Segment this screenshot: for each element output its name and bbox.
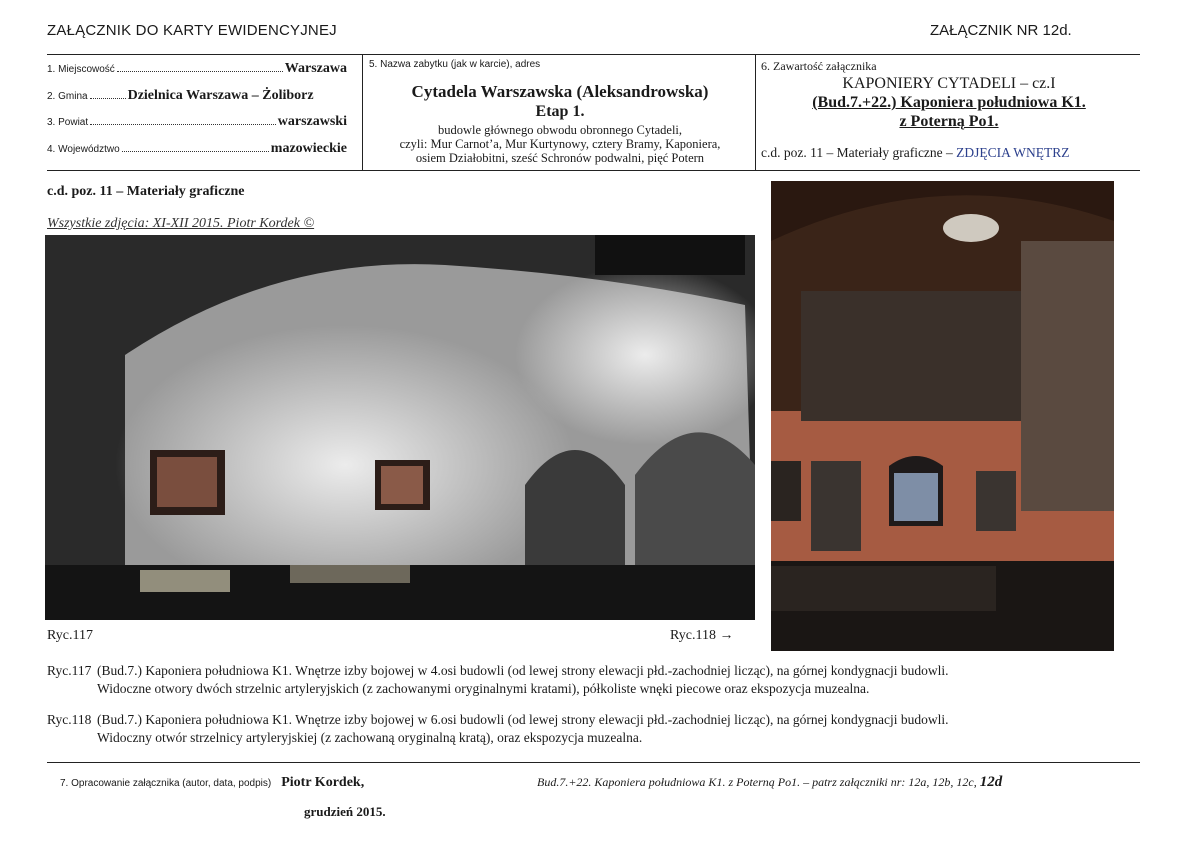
content-footer (758, 145, 1140, 161)
caption-num: Ryc.118 (47, 712, 92, 727)
caption-118 (47, 711, 1147, 747)
attachment-number: ZAŁĄCZNIK NR 12d. (930, 22, 1072, 39)
divider-right (755, 55, 756, 170)
box6-label: 6. Zawartość załącznika (761, 59, 877, 73)
content-footer-prefix: c.d. poz. 11 – Materiały graficzne – (761, 145, 957, 160)
field-wojewodztwo (47, 141, 347, 157)
photo-ryc117-drawing (45, 235, 755, 620)
footer-author: Piotr Kordek, (281, 775, 365, 790)
monument-title: Cytadela Warszawska (Aleksandrowska) (411, 82, 709, 101)
field-label: 4. Województwo (47, 144, 120, 155)
field-powiat (47, 114, 347, 130)
field-gmina (47, 88, 347, 104)
field-label: 3. Powiat (47, 117, 89, 128)
figure-label-118: Ryc.118 → (670, 628, 734, 643)
footer-reference-text: Bud.7.+22. Kaponiera południowa K1. z Poterną Po1. – patrz załączniki nr: 12a, 12b, 12c, (537, 775, 980, 789)
monument-name-box (365, 57, 755, 170)
dotted-leader (122, 142, 269, 152)
attachment-content-box (758, 57, 1140, 170)
dotted-leader (117, 62, 283, 72)
section-heading: c.d. poz. 11 – Materiały graficzne (47, 184, 245, 199)
photo-ryc118-drawing (771, 181, 1114, 651)
divider-left (362, 55, 363, 170)
field-value: Dzielnica Warszawa – Żoliborz (127, 88, 314, 103)
monument-desc-3: osiem Działobitni, sześć Schronów podwalni, pięć Potern (415, 151, 705, 165)
field-label: 2. Gmina (47, 91, 88, 102)
field-miejscowosc (47, 61, 347, 77)
field-value: Warszawa (284, 61, 347, 76)
footer-reference-bold: 12d (979, 774, 1003, 790)
monument-stage: Etap 1. (535, 103, 585, 120)
header-bottom-rule (47, 170, 1140, 171)
content-subtitle-1: (Bud.7.+22.) Kaponiera południowa K1. (812, 94, 1086, 111)
caption-117 (47, 662, 1147, 698)
monument-desc-2: czyli: Mur Carnot’a, Mur Kurtynowy, cztery Bramy, Kaponiera, (399, 137, 721, 151)
content-title: KAPONIERY CYTADELI – cz.I (842, 75, 1056, 92)
dotted-leader (90, 115, 276, 125)
field-value: mazowieckie (270, 141, 347, 156)
content-footer-highlight: ZDJĘCIA WNĘTRZ (956, 145, 1070, 160)
footer-rule (47, 762, 1140, 763)
photo-credit: Wszystkie zdjęcia: XI-XII 2015. Piotr Kordek © (47, 216, 315, 231)
photo-ryc117 (45, 235, 755, 620)
footer-reference (537, 774, 1002, 791)
caption-text-1: (Bud.7.) Kaponiera południowa K1. Wnętrze izby bojowej w 6.osi budowli (od lewej strony elewacji płd.-zachodniej licząc), na górnej kondygnacji budowli. (97, 712, 949, 727)
footer-label: 7. Opracowanie załącznika (autor, data, podpis) (60, 778, 272, 789)
box5-label: 5. Nazwa zabytku (jak w karcie), adres (369, 59, 541, 70)
attachment-header-title: ZAŁĄCZNIK DO KARTY EWIDENCYJNEJ (47, 22, 337, 39)
caption-text-1: (Bud.7.) Kaponiera południowa K1. Wnętrze izby bojowej w 4.osi budowli (od lewej strony elewacji płd.-zachodniej licząc), na górnej kondygnacji budowli. (97, 663, 949, 678)
top-rule (47, 54, 1140, 55)
field-value: warszawski (277, 114, 347, 129)
caption-num: Ryc.117 (47, 663, 92, 678)
caption-line (47, 711, 1147, 729)
content-subtitle-2: z Poterną Po1. (899, 113, 999, 130)
footer-date: grudzień 2015. (304, 804, 386, 819)
monument-desc-1: budowle głównego obwodu obronnego Cytadeli, (437, 123, 683, 137)
caption-line (47, 662, 1147, 680)
caption-text-2: Widoczny otwór strzelnicy artyleryjskiej (z zachowaną oryginalną kratą), oraz ekspozycja muzealna. (97, 730, 643, 745)
dotted-leader (90, 89, 126, 99)
photo-ryc118 (771, 181, 1114, 651)
figure-label-117: Ryc.117 (47, 628, 93, 643)
field-label: 1. Miejscowość (47, 64, 115, 75)
caption-text-2: Widoczne otwory dwóch strzelnic artyleryjskich (z zachowanymi oryginalnymi kratami), półkoliste wnęki piecowe oraz ekspozycja muzealna. (97, 681, 870, 696)
footer-author-row (60, 773, 364, 791)
